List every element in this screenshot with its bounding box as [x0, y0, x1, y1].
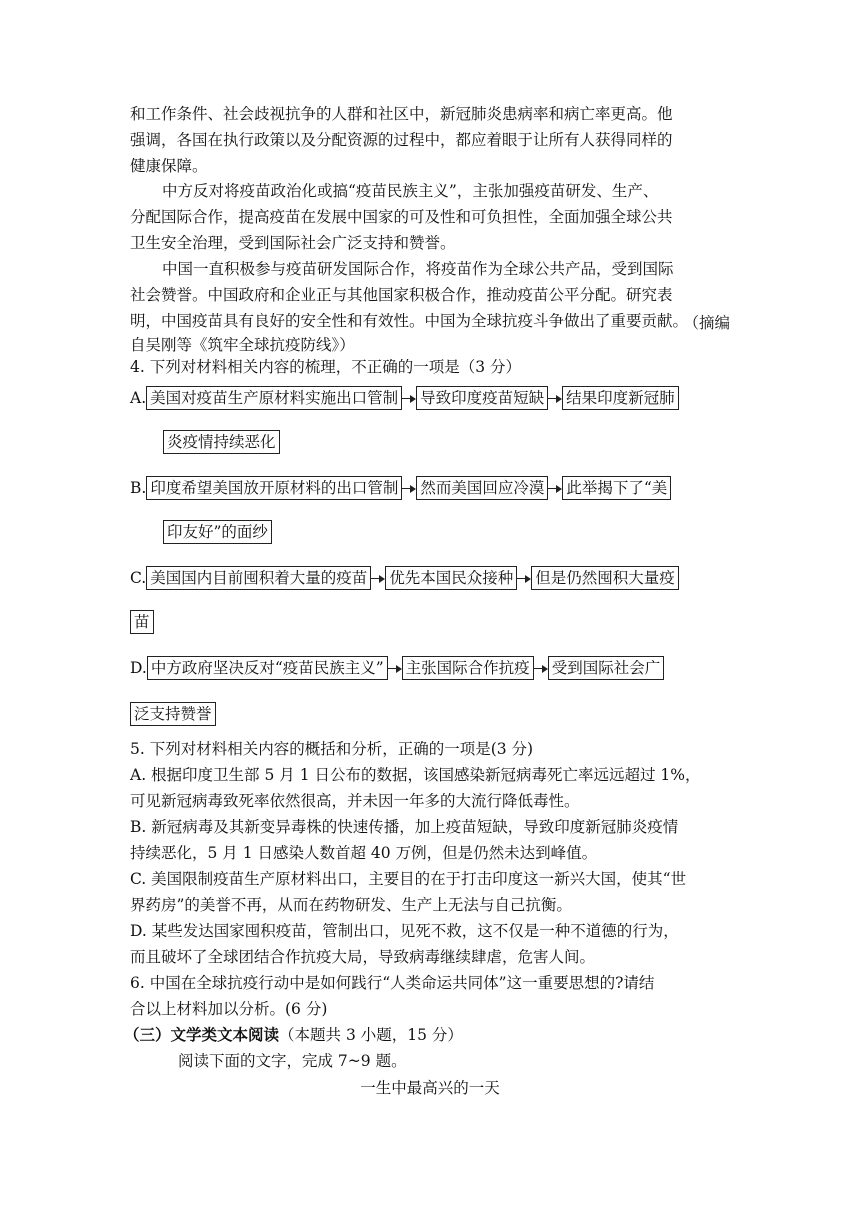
- flow-box: 然而美国回应冷漠: [416, 476, 548, 500]
- option-label: B.: [130, 479, 147, 497]
- flow-box: 但是仍然囤积大量疫: [531, 566, 679, 590]
- paragraph-line: 和工作条件、社会歧视抗争的人群和社区中，新冠肺炎患病率和病亡率更高。他: [130, 105, 673, 123]
- flow-box: 泛支持赞誉: [130, 702, 216, 726]
- section-heading: [124, 1022, 724, 1048]
- section-heading-rest: （本题共 3 小题，15 分）: [279, 1026, 463, 1044]
- flow-box-continued: [163, 430, 280, 454]
- flow-box-continued: [130, 702, 216, 726]
- flow-box: 结果印度新冠肺: [562, 386, 679, 410]
- arrow-right-icon: [402, 387, 416, 409]
- q5-option-d: D. 某些发达国家囤积疫苗，管制出口，见死不救，这不仅是一种不道德的行为，: [130, 922, 679, 940]
- q4-option-c: [130, 566, 679, 590]
- paragraph-line: 健康保障。: [130, 157, 208, 175]
- q4-option-a: [130, 386, 679, 410]
- option-label: D.: [130, 659, 147, 677]
- paragraph-line: 强调，各国在执行政策以及分配资源的过程中，都应着眼于让所有人获得同样的: [130, 131, 673, 149]
- flow-box: 美国国内目前囤积着大量的疫苗: [146, 566, 371, 590]
- paragraph-line: 卫生安全治理，受到国际社会广泛支持和赞誉。: [130, 234, 456, 252]
- flow-box: 印友好”的面纱: [163, 520, 272, 544]
- q4-option-b: [130, 476, 671, 500]
- q5-option-d-cont: 而且破坏了全球团结合作抗疫大局，导致病毒继续肆虐，危害人间。: [130, 948, 596, 966]
- arrow-right-icon: [548, 387, 562, 409]
- source-note-b: 自吴刚等《筑牢全球抗疫防线》）: [130, 336, 355, 354]
- flow-box: 优先本国民众接种: [385, 566, 517, 590]
- question-6-stem-cont: 合以上材料加以分析。(6 分): [130, 1000, 328, 1018]
- flow-box: 中方政府坚决反对“疫苗民族主义”: [147, 656, 388, 680]
- section-instruction: 阅读下面的文字，完成 7~9 题。: [178, 1052, 407, 1070]
- arrow-right-icon: [517, 567, 531, 589]
- flow-box: 导致印度疫苗短缺: [416, 386, 548, 410]
- section-heading-bold: （三）文学类文本阅读: [124, 1025, 280, 1044]
- arrow-right-icon: [388, 657, 402, 679]
- q5-option-a: A. 根据印度卫生部 5 月 1 日公布的数据，该国感染新冠病毒死亡率远远超过 1%，: [130, 766, 701, 784]
- option-label: C.: [130, 569, 147, 587]
- source-note-a: （摘编: [683, 314, 730, 332]
- question-6-stem: 6. 中国在全球抗疫行动中是如何践行“人类命运共同体”这一重要思想的?请结: [130, 974, 655, 992]
- arrow-right-icon: [548, 477, 562, 499]
- q5-option-a-cont: 可见新冠病毒致死率依然很高，并未因一年多的大流行降低毒性。: [130, 792, 580, 810]
- arrow-right-icon: [402, 477, 416, 499]
- flow-box: 美国对疫苗生产原材料实施出口管制: [146, 386, 402, 410]
- flow-box-continued: [163, 520, 272, 544]
- question-5-stem: 5. 下列对材料相关内容的概括和分析，正确的一项是(3 分): [130, 740, 534, 758]
- arrow-right-icon: [371, 567, 385, 589]
- option-label: A.: [130, 389, 147, 407]
- flow-box: 炎疫情持续恶化: [163, 430, 280, 454]
- q5-option-b: B. 新冠病毒及其新变异毒株的快速传播，加上疫苗短缺，导致印度新冠肺炎疫情: [130, 818, 679, 836]
- flow-box: 主张国际合作抗疫: [402, 656, 534, 680]
- question-4-stem: 4. 下列对材料相关内容的梳理，不正确的一项是（3 分）: [130, 358, 522, 376]
- q4-option-d: [130, 656, 664, 680]
- arrow-right-icon: [534, 657, 548, 679]
- q5-option-c: C. 美国限制疫苗生产原材料出口，主要目的在于打击印度这一新兴大国，使其“世: [130, 870, 687, 888]
- q5-option-b-cont: 持续恶化，5 月 1 日感染人数首超 40 万例，但是仍然未达到峰值。: [130, 844, 598, 862]
- flow-box: 苗: [130, 610, 154, 634]
- flow-box-continued: [130, 610, 154, 634]
- paragraph-line: 中方反对将疫苗政治化或搞“疫苗民族主义”，主张加强疫苗研发、生产、: [162, 182, 659, 200]
- paragraph-line: 中国一直积极参与疫苗研发国际合作，将疫苗作为全球公共产品，受到国际: [162, 260, 674, 278]
- paragraph-line: 明，中国疫苗具有良好的安全性和有效性。中国为全球抗疫斗争做出了重要贡献。: [130, 312, 689, 330]
- flow-box: 印度希望美国放开原材料的出口管制: [146, 476, 402, 500]
- story-title: 一生中最高兴的一天: [360, 1079, 500, 1097]
- q5-option-c-cont: 界药房”的美誉不再，从而在药物研发、生产上无法与自己抗衡。: [130, 896, 572, 914]
- flow-box: 此举揭下了“美: [562, 476, 671, 500]
- paragraph-line: 分配国际合作，提高疫苗在发展中国家的可及性和可负担性，全面加强全球公共: [130, 208, 673, 226]
- flow-box: 受到国际社会广: [548, 656, 665, 680]
- paragraph-line: 社会赞誉。中国政府和企业正与其他国家积极合作，推动疫苗公平分配。研究表: [130, 286, 673, 304]
